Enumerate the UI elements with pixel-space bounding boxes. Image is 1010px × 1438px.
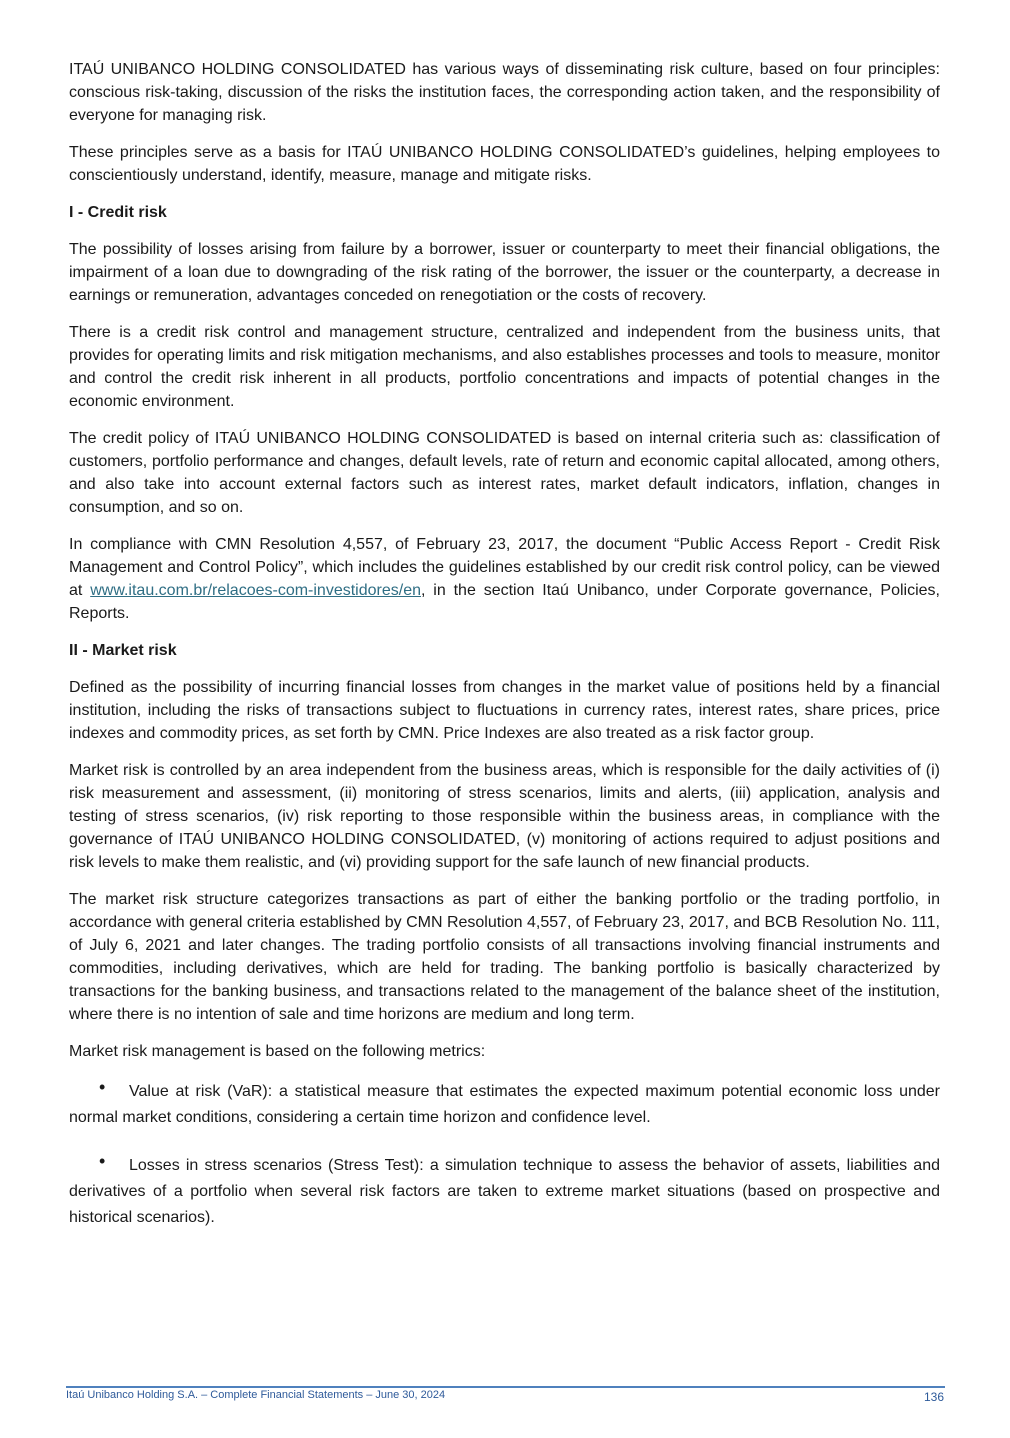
metric-bullet-var [69,1077,940,1131]
bullet-icon: • [99,1077,106,1097]
credit-risk-p4-text-before: In compliance with CMN Resolution 4,557, of February 23, 2017, the document “Public Access Report - Credit Risk Management and Control Policy”, which includes the guidelines established by our credit risk control policy, can be viewed at [69,536,940,599]
metric-bullet-var-text: Value at risk (VaR): a statistical measure that estimates the expected maximum potential economic loss under normal market conditions, considering a certain time horizon and confidence level. [69,1083,940,1126]
metric-bullet-stress-test-text: Losses in stress scenarios (Stress Test): a simulation technique to assess the behavior of assets, liabilities and derivatives of a portfolio when several risk factors are taken to extreme market situations (based on prospective and historical scenarios). [69,1157,940,1226]
footer-document-title: Itaú Unibanco Holding S.A. – Complete Financial Statements – June 30, 2024 [66,1389,446,1401]
market-risk-paragraph-3: The market risk structure categorizes transactions as part of either the banking portfolio or the trading portfolio, in accordance with general criteria established by CMN Resolution 4,557, of February 23, 2017, and BCB Resolution No. 111, of July 6, 2021 and later changes. The trading portfolio consists of all transactions involving financial instruments and commodities, including derivatives, which are held for trading. The banking portfolio is basically characterized by transactions for the banking business, and transactions related to the management of the balance sheet of the institution, where there is no intention of sale and time horizons are medium and long term. [69,891,940,1023]
credit-risk-paragraph-1: The possibility of losses arising from failure by a borrower, issuer or counterparty to meet their financial obligations, the impairment of a loan due to downgrading of the risk rating of the borrower, the issuer or the counterparty, a decrease in earnings or remuneration, advantages conceded on renegotiation or the costs of recovery. [69,241,940,304]
investor-relations-link[interactable]: www.itau.com.br/relacoes-com-investidores/en [90,582,421,599]
document-body [69,58,940,1251]
intro-paragraph-2: These principles serve as a basis for ITAÚ UNIBANCO HOLDING CONSOLIDATED’s guidelines, helping employees to conscientiously understand, identify, measure, manage and mitigate risks. [69,144,940,184]
credit-risk-heading: I - Credit risk [69,204,167,221]
market-risk-paragraph-4: Market risk management is based on the following metrics: [69,1043,486,1060]
market-risk-paragraph-2: Market risk is controlled by an area independent from the business areas, which is responsible for the daily activities of (i) risk measurement and assessment, (ii) monitoring of stress scenarios, limits and alerts, (iii) application, analysis and testing of stress scenarios, (iv) risk reporting to those responsible within the business areas, in compliance with the governance of ITAÚ UNIBANCO HOLDING CONSOLIDATED, (v) monitoring of actions required to adjust positions and risk levels to make them realistic, and (vi) providing support for the safe launch of new financial products. [69,762,940,871]
page-number: 136 [923,1390,944,1404]
bullet-icon: • [99,1151,106,1171]
credit-risk-paragraph-2: There is a credit risk control and management structure, centralized and independent from the business units, that provides for operating limits and risk mitigation mechanisms, and also establishes processes and tools to measure, monitor and control the credit risk inherent in all products, portfolio concentrations and impacts of potential changes in the economic environment. [69,324,940,410]
credit-risk-paragraph-3: The credit policy of ITAÚ UNIBANCO HOLDING CONSOLIDATED is based on internal criteria such as: classification of customers, portfolio performance and changes, default levels, rate of return and economic capital allocated, among others, and also take into account external factors such as interest rates, market default indicators, inflation, changes in consumption, and so on. [69,430,940,516]
market-risk-paragraph-1: Defined as the possibility of incurring financial losses from changes in the market value of positions held by a financial institution, including the risks of transactions subject to fluctuations in currency rates, interest rates, share prices, price indexes and commodity prices, as set forth by CMN. Price Indexes are also treated as a risk factor group. [69,679,940,742]
credit-risk-paragraph-4 [69,533,940,625]
intro-paragraph-1: ITAÚ UNIBANCO HOLDING CONSOLIDATED has various ways of disseminating risk culture, based on four principles: conscious risk-taking, discussion of the risks the institution faces, the corresponding action taken, and the responsibility of everyone for managing risk. [69,61,940,124]
credit-risk-p4-text-after: , in the section Itaú Unibanco, under Corporate governance, Policies, Reports. [69,582,940,622]
metric-bullet-stress-test [69,1151,940,1231]
market-risk-heading: II - Market risk [69,642,177,659]
footer-divider [66,1386,945,1388]
